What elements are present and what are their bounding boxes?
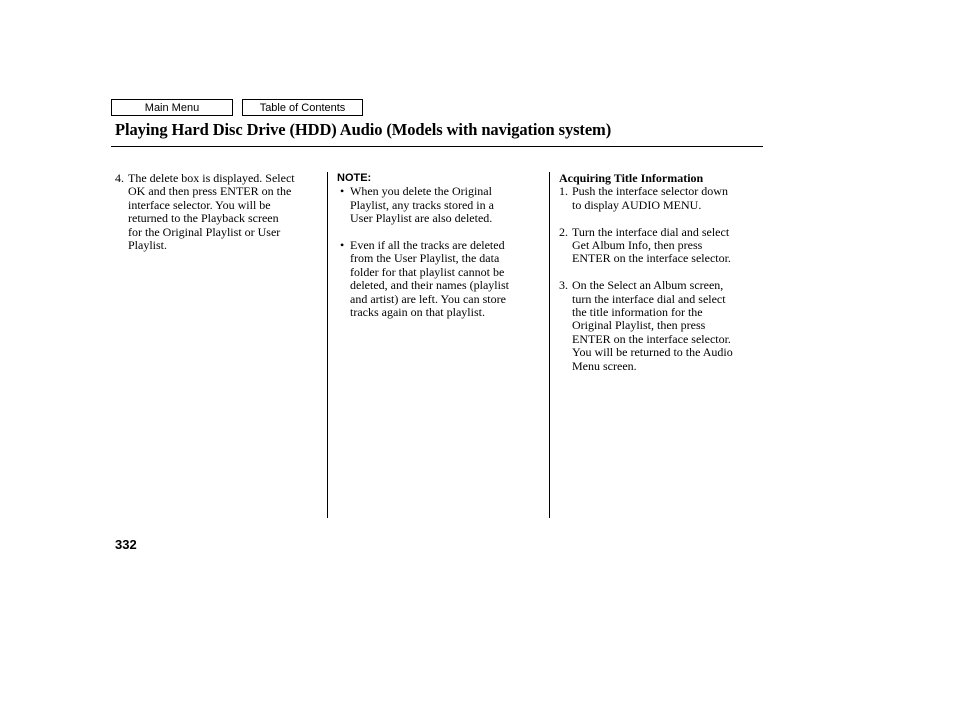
step-3: [559, 279, 764, 373]
text-line: You will be returned to the Audio: [572, 345, 733, 360]
text-line: the title information for the: [572, 305, 703, 320]
text-line: On the Select an Album screen,: [572, 278, 724, 293]
note-bullet: [337, 185, 542, 225]
text-line: Even if all the tracks are deleted: [350, 238, 505, 253]
text-line: and artist) are left. You can store: [350, 291, 506, 306]
text-line: for the Original Playlist or User: [128, 224, 281, 239]
column-right: [559, 172, 764, 373]
column-divider: [549, 172, 550, 518]
step-2: [559, 226, 764, 266]
step-1: [559, 185, 764, 212]
step-number: 4.: [115, 171, 124, 185]
text-line: Playlist, any tracks stored in a: [350, 197, 494, 212]
table-of-contents-button[interactable]: Table of Contents: [242, 99, 363, 116]
text-line: Menu screen.: [572, 358, 637, 373]
note-heading: NOTE:: [337, 172, 372, 184]
step-number: 3.: [559, 278, 568, 293]
text-line: Turn the interface dial and select: [572, 224, 730, 239]
bullet-icon: •: [340, 238, 345, 253]
text-line: deleted, and their names (playlist: [350, 278, 509, 293]
text-line: When you delete the Original: [350, 184, 492, 199]
text-line: Get Album Info, then press: [572, 238, 703, 253]
text-line: User Playlist are also deleted.: [350, 211, 493, 226]
title-divider: [111, 146, 763, 147]
text-line: to display AUDIO MENU.: [572, 197, 702, 212]
text-line: OK and then press ENTER on the: [128, 184, 292, 199]
text-line: Push the interface selector down: [572, 184, 728, 199]
text-line: Playlist.: [128, 238, 168, 253]
section-heading: Acquiring Title Information: [559, 171, 704, 185]
page-number: 332: [115, 537, 137, 552]
text-line: tracks again on that playlist.: [350, 305, 485, 320]
text-line: from the User Playlist, the data: [350, 251, 500, 266]
text-line: folder for that playlist cannot be: [350, 264, 505, 279]
text-line: ENTER on the interface selector.: [572, 251, 731, 266]
text-line: turn the interface dial and select: [572, 291, 726, 306]
text-line: The delete box is displayed. Select: [128, 171, 295, 185]
text-line: ENTER on the interface selector.: [572, 331, 731, 346]
text-line: interface selector. You will be: [128, 197, 271, 212]
note-bullet: [337, 239, 542, 319]
column-middle: [337, 172, 542, 319]
step-4: [115, 172, 320, 252]
text-line: Original Playlist, then press: [572, 318, 706, 333]
step-number: 2.: [559, 224, 568, 239]
page-title: Playing Hard Disc Drive (HDD) Audio (Models with navigation system): [115, 120, 612, 139]
column-left: [115, 172, 320, 252]
main-menu-button[interactable]: Main Menu: [111, 99, 233, 116]
bullet-icon: •: [340, 184, 345, 199]
column-divider: [327, 172, 328, 518]
step-number: 1.: [559, 184, 568, 199]
text-line: returned to the Playback screen: [128, 211, 279, 226]
